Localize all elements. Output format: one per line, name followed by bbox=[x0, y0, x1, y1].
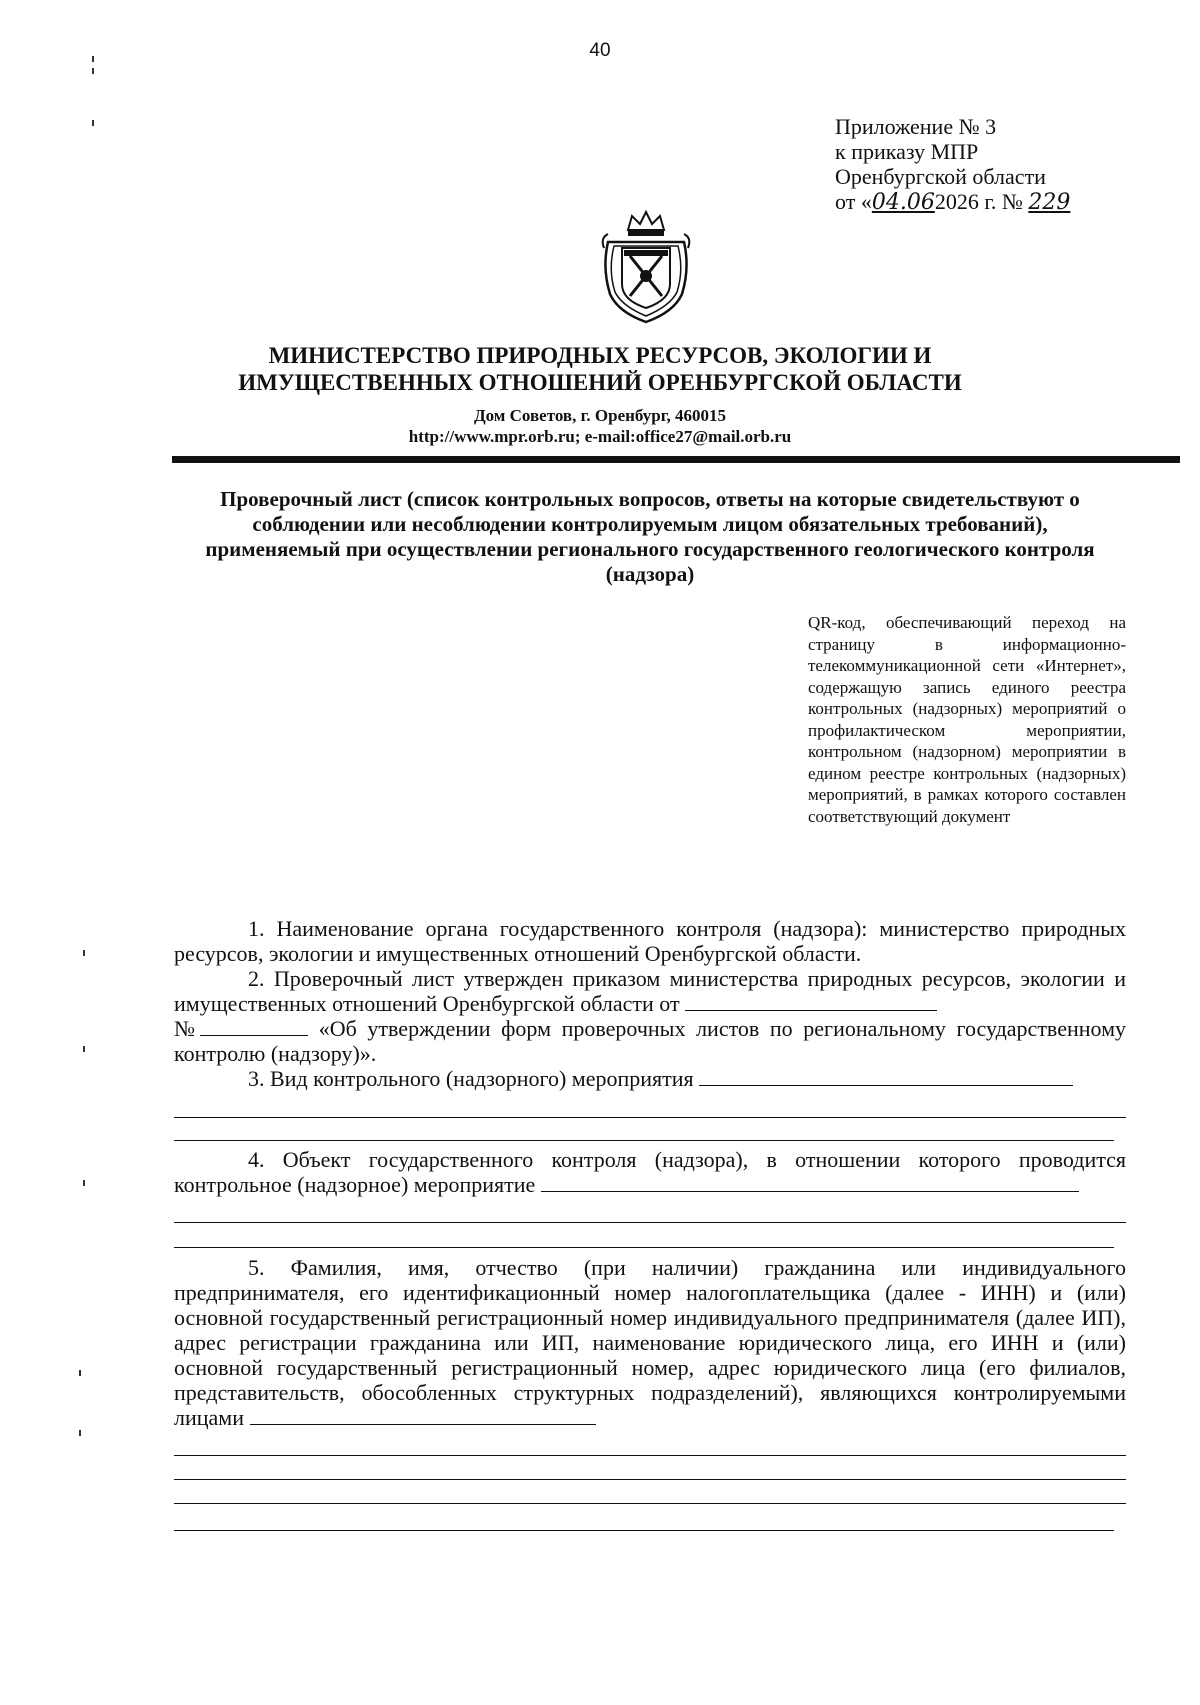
item-2-number-label: № bbox=[174, 1016, 201, 1041]
appendix-line-1: Приложение № 3 bbox=[835, 114, 997, 139]
item-3-line-3 bbox=[174, 1140, 1114, 1141]
document-title: Проверочный лист (список контрольных вопросов, ответы на которые свидетельствуют о соблюдении или несоблюдении контролируемым лицом обязательных требований), применяемый при осуществлении регионального государственного геологического контроля (надзора) bbox=[205, 487, 1095, 586]
item-3 bbox=[174, 1066, 1126, 1091]
item-5-line-2 bbox=[174, 1455, 1126, 1456]
item-2-text: 2. Проверочный лист утвержден приказом министерства природных ресурсов, экологии и имущественных отношений Оренбургской области от bbox=[174, 966, 1126, 1016]
items-block-1-2 bbox=[174, 916, 1126, 1091]
item-4-line-3 bbox=[174, 1247, 1114, 1248]
appendix-date-line bbox=[835, 189, 1175, 215]
ministry-name-line-2: ИМУЩЕСТВЕННЫХ ОТНОШЕНИЙ ОРЕНБУРГСКОЙ ОБЛАСТИ bbox=[238, 370, 962, 395]
item-2 bbox=[174, 966, 1126, 1016]
item-3-text: 3. Вид контрольного (надзорного) мероприятия bbox=[248, 1066, 694, 1091]
item-5-line-5 bbox=[174, 1530, 1114, 1531]
item-5-field bbox=[250, 1406, 596, 1425]
appendix-line-2: к приказу МПР bbox=[835, 139, 979, 164]
ministry-contacts bbox=[0, 405, 1200, 447]
items-block-4 bbox=[174, 1147, 1126, 1197]
header-divider bbox=[172, 456, 1180, 463]
item-5-line-3 bbox=[174, 1479, 1126, 1480]
appendix-block bbox=[835, 114, 1175, 215]
coat-of-arms-drawing bbox=[600, 208, 692, 326]
item-4-text: 4. Объект государственного контроля (надзора), в отношении которого проводится контрольное (надзорное) мероприятие bbox=[174, 1147, 1126, 1197]
ministry-name-line-1: МИНИСТЕРСТВО ПРИРОДНЫХ РЕСУРСОВ, ЭКОЛОГИИ И bbox=[268, 343, 932, 368]
appendix-line-3: Оренбургской области bbox=[835, 164, 1046, 189]
item-3-field bbox=[699, 1067, 1073, 1086]
scan-mark bbox=[92, 120, 94, 126]
date-suffix: 2026 г. № bbox=[934, 189, 1023, 214]
scan-mark bbox=[92, 56, 94, 62]
item-4 bbox=[174, 1147, 1126, 1197]
scan-mark bbox=[79, 1370, 81, 1376]
qr-code-note: QR-код, обеспечивающий переход на страницу в информационно-телекоммуникационной сети «Интернет», содержащую запись единого реестра контрольных (надзорных) мероприятий о профилактическом мероприятии, контрольном (надзорном) мероприятии в едином реестре контрольных (надзорных) мероприятий, в рамках которого составлен соответствующий документ bbox=[808, 613, 1126, 826]
scan-mark bbox=[83, 1180, 85, 1186]
date-prefix: от « bbox=[835, 189, 872, 214]
item-2-number-field bbox=[200, 1017, 308, 1036]
ministry-address: Дом Советов, г. Оренбург, 460015 bbox=[473, 406, 727, 425]
item-4-line-2 bbox=[174, 1222, 1126, 1223]
item-3-line-2 bbox=[174, 1117, 1126, 1118]
item-1: 1. Наименование органа государственного контроля (надзора): министерство природных ресурсов, экологии и имущественных отношений Оренбургской области. bbox=[174, 916, 1126, 966]
scan-mark bbox=[92, 68, 94, 74]
scan-mark bbox=[83, 950, 85, 956]
item-2-continuation bbox=[174, 1016, 1126, 1066]
date-handwritten: 04.06 bbox=[871, 190, 935, 215]
scan-mark bbox=[79, 1430, 81, 1436]
scan-mark bbox=[83, 1046, 85, 1052]
item-5-line-4 bbox=[174, 1503, 1126, 1504]
item-4-field bbox=[541, 1173, 1079, 1192]
item-2-date-field bbox=[685, 992, 937, 1011]
page-number: 40 bbox=[589, 40, 611, 61]
coat-of-arms-icon bbox=[600, 208, 692, 326]
items-block-5 bbox=[174, 1255, 1126, 1430]
order-number-handwritten: 229 bbox=[1028, 190, 1071, 215]
item-2-text-2: «Об утверждении форм проверочных листов по региональному государственному контролю (надзору)». bbox=[174, 1016, 1127, 1066]
ministry-web-email: http://www.mpr.orb.ru; e-mail:office27@mail.orb.ru bbox=[408, 427, 792, 446]
item-5 bbox=[174, 1255, 1126, 1430]
item-5-text: 5. Фамилия, имя, отчество (при наличии) гражданина или индивидуального предпринимателя, его идентификационный номер налогоплательщика (далее - ИНН) и (или) основной государственный регистрационный номер индивидуального предпринимателя (далее ИП), адрес регистрации гражданина или ИП, наименование юридического лица, его ИНН и (или) основной государственный регистрационный номер, адрес юридического лица (его филиалов, представительств, обособленных структурных подразделений), являющихся контролируемыми лицами bbox=[174, 1255, 1126, 1430]
ministry-name bbox=[0, 342, 1200, 396]
